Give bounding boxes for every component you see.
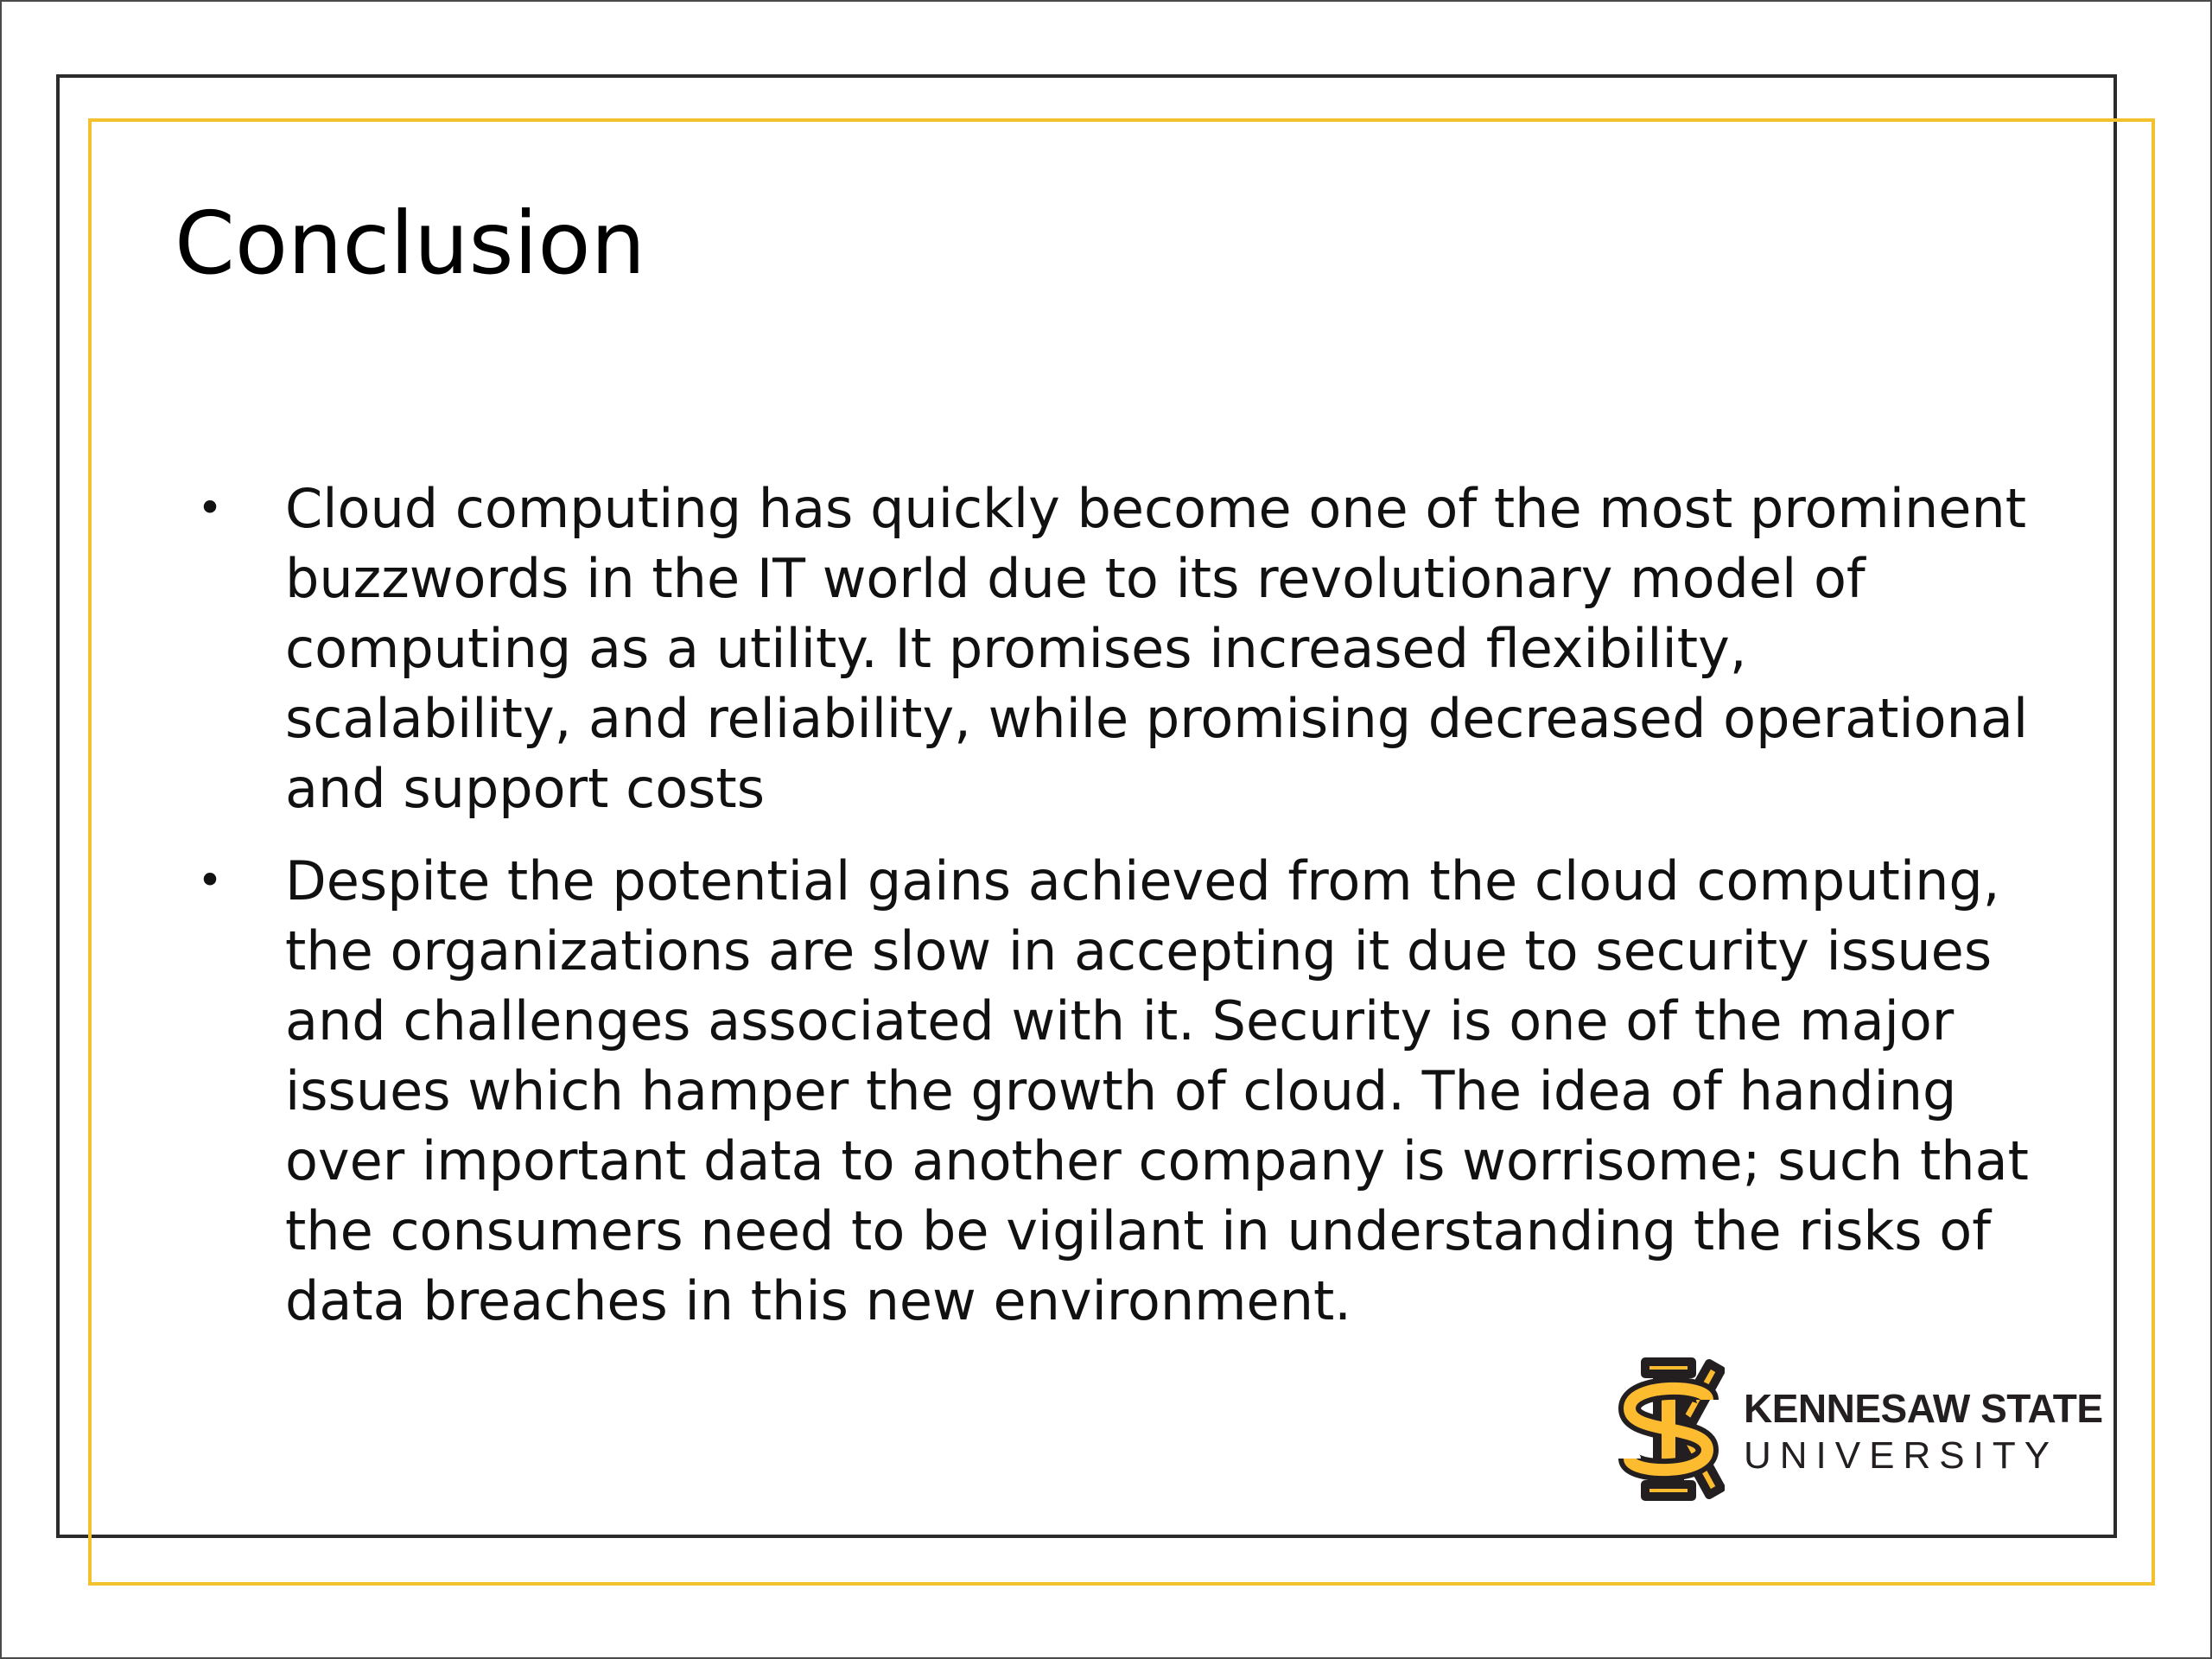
kennesaw-state-logo — [1612, 1355, 2103, 1503]
logo-wordmark-line1: KENNESAW STATE — [1744, 1386, 2103, 1431]
bullet-item — [197, 474, 2046, 823]
bullet-list — [197, 474, 2046, 1358]
bullet-marker: • — [197, 855, 223, 906]
ks-monogram-icon — [1612, 1355, 1725, 1503]
slide-title: Conclusion — [175, 193, 645, 294]
bullet-marker: • — [197, 483, 223, 533]
bullet-item — [197, 846, 2046, 1336]
bullet-text: Despite the potential gains achieved from the cloud computing, the organizations are slow in accepting it due to security issues and challenges associated with it. Security is one of the major issues which hamper the growth of cloud. The idea of handing over important data to another company is worrisome; such that the consumers need to be vigilant in understanding the risks of data breaches in this new environment. — [285, 849, 2029, 1332]
bullet-text: Cloud computing has quickly become one of the most prominent buzzwords in the IT world due to its revolutionary model of computing as a utility. It promises increased flexibility, scalability, and reliability, while promising decreased operational and support costs — [285, 477, 2029, 820]
logo-wordmark-line2: UNIVERSITY — [1744, 1434, 2059, 1477]
